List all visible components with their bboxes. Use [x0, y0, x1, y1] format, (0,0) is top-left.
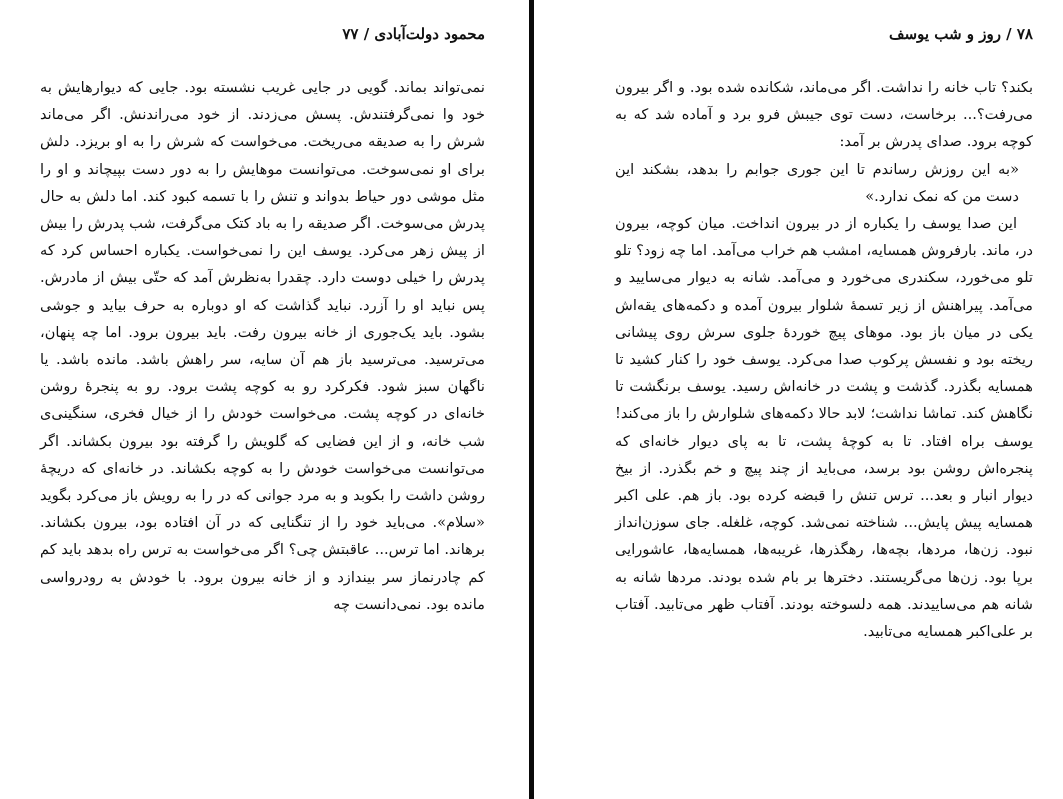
right-page-paragraph-1: بکند؟ تاب خانه را نداشت. اگر می‌ماند، شکانده شده بود. و اگر بیرون می‌رفت؟... برخاست، دست توی جیبش فرو برد و آماده شد که به کوچه برود. صدای پدرش بر آمد:: [615, 79, 1033, 151]
left-page-paragraph: نمی‌تواند بماند. گویی در جایی غریب نشسته بود. جایی که دیوارهایش به خود وا نمی‌گرفتندش. پسش می‌زدند. از خود می‌راندنش. اگر می‌ماند شرش را به صدیقه می‌ریخت. می‌خواست که شرش را به او بریزد. دلش برای او نمی‌سوخت. می‌توانست موهایش را به دور دست بپیچاند و او را مثل موشی دور حیاط بدواند و تنش را با تسمه کبود کند. اما دلش به حال پدرش می‌سوخت. اگر صدیقه را به باد کتک می‌گرفت، شب پدرش را بیش از پیش زهر می‌کرد. یوسف این را نمی‌خواست. یکباره احساس کرد که پدرش را خیلی دوست دارد. چقدرا به‌نظرش آمد که حتّی بیش از مادرش. پس نباید او را آزرد. نباید گذاشت که او دوباره به حرف بیاید و جوشی بشود. باید یک‌جوری از خانه بیرون رفت. باید بیرون برود. اما چه پنهان، می‌ترسید. می‌ترسید باز هم آن سایه، سر راهش باشد. مانده باشد. یا ناگهان سبز شود. فکرکرد رو به کوچه پشت برود. رو به پنجرهٔ روشن خانه‌ای در کوچه پشت. می‌خواست خودش را از خیال فخری، سنگینی‌ی شب خانه، و از این فضایی که گلویش را گرفته بود بیرون بکشاند. اگر می‌توانست می‌خواست خودش را به کوچه بکشاند. در خانه‌ای که دریچهٔ روشن داشت را بکوبد و به مرد جوانی که در را به رویش باز می‌کرد بگوید «سلام». می‌باید خود را از تنگنایی که در آن افتاده بود، بیرون بکشاند. برهاند. اما ترس... عاقبتش چی؟ اگر می‌خواست به ترس راه بدهد باید کم کم چادرنماز سر بیندازد و از خانه بیرون برود. با خودش به رودرواسی مانده بود. نمی‌دانست چه: [40, 79, 485, 613]
right-page-header: ۷۸ / روز و شب یوسف: [888, 25, 1033, 43]
right-page-quote: «به این روزش رساندم تا این جوری جوابم را بدهد، بشکند این دست من که نمک ندارد.»: [615, 160, 1019, 205]
page-divider: [529, 0, 534, 799]
right-page-paragraph-2: این صدا یوسف را یکباره از در بیرون انداخت. میان کوچه، بیرون در، ماند. بارفروش همسایه، امشب هم خراب می‌آمد. اما چه زود؟ تلو تلو می‌خورد، سکندری می‌خورد و می‌آمد. شانه به دیوار می‌سایید و می‌آمد. پیراهنش از زیر تسمهٔ شلوار بیرون آمده و دکمه‌های یقه‌اش یکی در میان باز بود. موهای پیچ خوردهٔ جلوی سرش روی پیشانی ریخته بود و نفسش پرکوب صدا می‌کرد. یوسف خود را کنار کشید تا همسایه بگذرد. گذشت و پشت در خانه‌اش رسید. یوسف برنگشت تا نگاهش کند. تماشا نداشت؛ لابد حالا دکمه‌های شلوارش را باز می‌کند! یوسف براه افتاد. تا به کوچهٔ پشت، تا به پای دیوار خانه‌ای که پنجره‌اش روشن بود برسد، می‌باید از چند پیچ و خم بگذرد. از بیخ دیوار انبار و بعد... ترس تنش را قبضه کرده بود. باز هم. علی اکبر همسایه پیش پایش... شناخته نمی‌شد. کوچه، غلغله. جای سوزن‌انداز نبود. زن‌ها، مردها، بچه‌ها، رهگذرها، غریبه‌ها، همسایه‌ها، عاشورایی برپا بود. زن‌ها می‌گریستند. دخترها بر بام شده بودند. مردها شانه به شانه هم می‌ساییدند. همه دلسوخته بودند. آفتاب ظهر می‌تابید. آفتاب بر علی‌اکبر همسایه می‌تابید.: [615, 215, 1033, 641]
left-page: [0, 0, 527, 799]
left-page-header: محمود دولت‌آبادی / ۷۷: [342, 25, 485, 43]
right-page: [537, 0, 1063, 799]
